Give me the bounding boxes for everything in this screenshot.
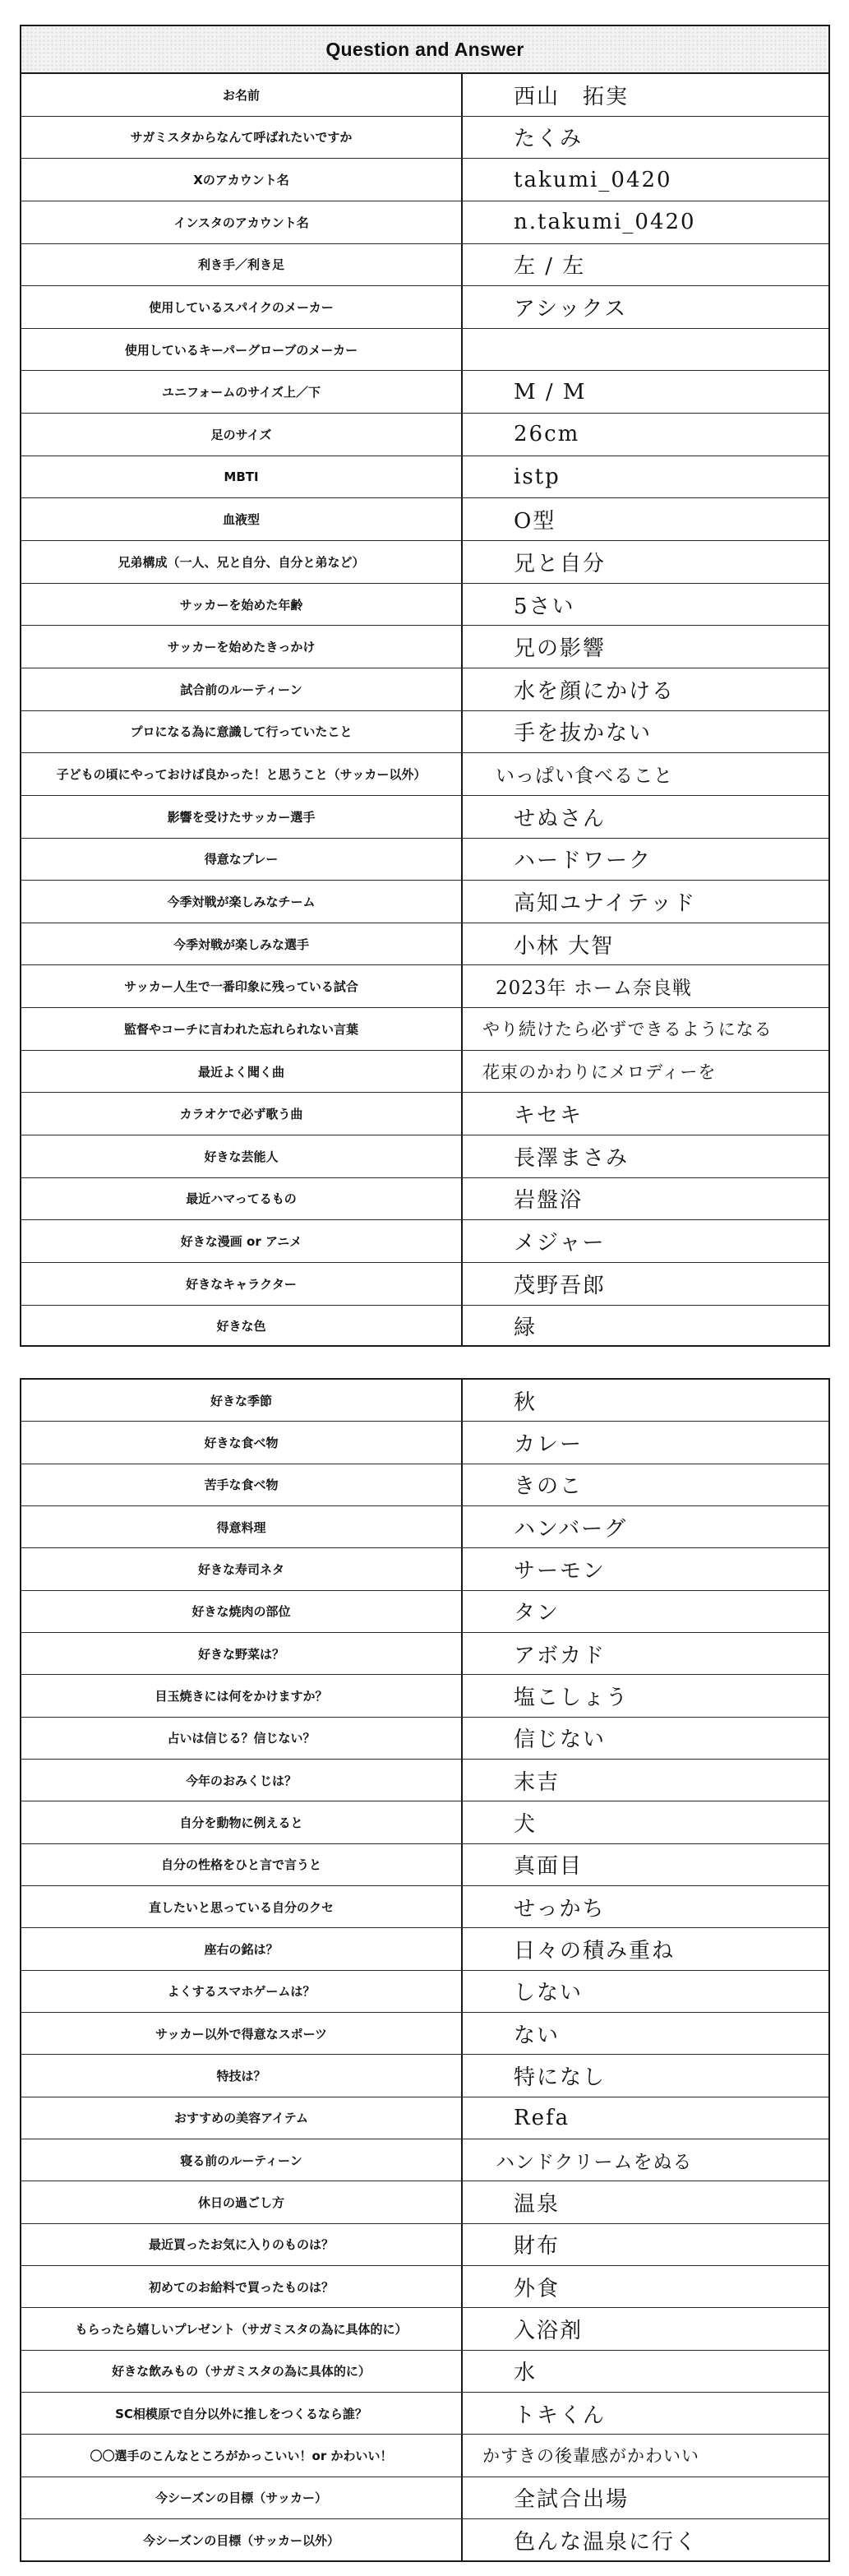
question-cell: よくするスマホゲームは？: [21, 1971, 463, 2012]
qa-row: [21, 2477, 828, 2519]
qa-row: [21, 2393, 828, 2435]
qa-row: [21, 796, 828, 839]
answer-cell: ハンドクリームをぬる: [496, 2151, 693, 2173]
answer-cell: 外食: [514, 2276, 561, 2301]
question-cell: サッカーを始めたきっかけ: [21, 626, 463, 668]
question-cell: 初めてのお給料で買ったものは？: [21, 2266, 463, 2307]
question-cell: 好きな色: [21, 1306, 463, 1348]
answer-cell: 緑: [514, 1316, 538, 1341]
question-cell: 今シーズンの目標（サッカー以外）: [21, 2519, 463, 2560]
qa-row: [21, 2097, 828, 2139]
answer-cell: 塩こしょう: [514, 1685, 630, 1710]
question-cell: もらったら嬉しいプレゼント（サガミスタの為に具体的に）: [21, 2308, 463, 2349]
question-cell: サガミスタからなんて呼ばれたいですか: [21, 117, 463, 159]
answer-cell: O型: [514, 509, 556, 534]
qa-row: [21, 117, 828, 160]
answer-cell: 信じない: [514, 1727, 607, 1753]
qa-row: [21, 881, 828, 923]
answer-cell: 真面目: [514, 1854, 584, 1880]
question-cell: 自分を動物に例えると: [21, 1801, 463, 1843]
qa-row: [21, 626, 828, 668]
title-bar: [21, 26, 828, 74]
answer-cell: 日々の積み重ね: [514, 1938, 676, 1963]
qa-row: [21, 159, 828, 201]
answer-cell: タン: [514, 1601, 561, 1626]
answer-cell: きのこ: [514, 1474, 584, 1500]
answer-cell: n.takumi_0420: [514, 210, 696, 235]
question-cell: 好きな漫画 or アニメ: [21, 1220, 463, 1262]
answer-cell: せっかち: [514, 1896, 606, 1922]
question-cell: 足のサイズ: [21, 414, 463, 456]
question-cell: 使用しているキーパーグローブのメーカー: [21, 329, 463, 371]
questionnaire-sheet-1: [20, 25, 830, 1347]
qa-row: [21, 541, 828, 584]
answer-cell: 入浴剤: [514, 2318, 584, 2343]
answer-cell: 花束のかわりにメロディーを: [482, 1062, 717, 1083]
qa-row: [21, 1886, 828, 1928]
qa-row: [21, 1220, 828, 1263]
question-cell: 好きなキャラクター: [21, 1263, 463, 1305]
qa-row: [21, 371, 828, 414]
qa-row: [21, 2013, 828, 2055]
answer-cell: アボカド: [514, 1643, 607, 1668]
answer-cell: 温泉: [514, 2191, 561, 2217]
answer-cell: Refa: [514, 2105, 570, 2130]
answer-cell: 水: [514, 2361, 538, 2386]
qa-row: [21, 1306, 828, 1348]
answer-cell: 高知ユナイテッド: [514, 890, 697, 916]
question-cell: 監督やコーチに言われた忘れられない言葉: [21, 1008, 463, 1050]
question-cell: 苦手な食べ物: [21, 1464, 463, 1505]
question-cell: サッカーを始めた年齢: [21, 584, 463, 626]
answer-cell: いっぱい食べること: [496, 765, 673, 788]
question-cell: 好きな食べ物: [21, 1422, 463, 1463]
answer-cell: 茂野吾郎: [514, 1273, 607, 1298]
qa-row: [21, 1591, 828, 1633]
qa-row: [21, 244, 828, 287]
question-cell: 〇〇選手のこんなところがかっこいい！or かわいい！: [21, 2435, 463, 2476]
qa-row: [21, 668, 828, 711]
answer-cell: せぬさん: [514, 806, 607, 831]
question-cell: 好きな飲みもの（サガミスタの為に具体的に）: [21, 2351, 463, 2392]
qa-row: [21, 2308, 828, 2350]
answer-cell: 小林 大智: [514, 933, 615, 959]
answer-cell: トキくん: [514, 2403, 607, 2428]
question-cell: 好きな季節: [21, 1380, 463, 1421]
answer-cell: 岩盤浴: [514, 1188, 584, 1214]
question-cell: 影響を受けたサッカー選手: [21, 796, 463, 838]
answer-cell: takumi_0420: [514, 167, 672, 192]
question-cell: 血液型: [21, 498, 463, 540]
question-cell: 好きな寿司ネタ: [21, 1548, 463, 1589]
qa-row: [21, 2055, 828, 2097]
question-cell: 最近買ったお気に入りのものは？: [21, 2224, 463, 2265]
answer-cell: 末吉: [514, 1769, 561, 1795]
qa-row: [21, 1263, 828, 1306]
qa-row: [21, 74, 828, 117]
qa-row: [21, 1760, 828, 1801]
question-cell: サッカー人生で一番印象に残っている試合: [21, 965, 463, 1007]
question-cell: 得意なプレー: [21, 839, 463, 881]
answer-cell: 水を顔にかける: [514, 678, 676, 704]
question-cell: 兄弟構成（一人、兄と自分、自分と弟など）: [21, 541, 463, 583]
question-cell: 得意料理: [21, 1506, 463, 1547]
answer-cell: アシックス: [514, 297, 628, 322]
question-cell: サッカー以外で得意なスポーツ: [21, 2013, 463, 2054]
answer-cell: 兄と自分: [514, 551, 607, 576]
qa-row: [21, 1928, 828, 1970]
answer-cell: カレー: [514, 1431, 584, 1457]
question-cell: 特技は？: [21, 2055, 463, 2096]
answer-cell: 色んな温泉に行く: [514, 2529, 699, 2555]
qa-row: [21, 1464, 828, 1506]
qa-row: [21, 1178, 828, 1221]
question-cell: 子どもの頃にやっておけば良かった！と思うこと（サッカー以外）: [21, 753, 463, 795]
qa-row: [21, 2351, 828, 2393]
question-cell: MBTI: [21, 456, 463, 498]
question-cell: 今年のおみくじは？: [21, 1760, 463, 1801]
qa-row: [21, 1380, 828, 1422]
answer-cell: やり続けたら必ずできるようになる: [482, 1020, 773, 1040]
question-cell: 今シーズンの目標（サッカー）: [21, 2477, 463, 2518]
answer-cell: M / M: [514, 379, 587, 405]
qa-row: [21, 498, 828, 541]
qa-row: [21, 286, 828, 329]
answer-cell: 長澤まさみ: [514, 1145, 630, 1171]
answer-cell: 兄の影響: [514, 636, 607, 662]
question-cell: 好きな野菜は？: [21, 1633, 463, 1674]
question-cell: 試合前のルーティーン: [21, 668, 463, 710]
question-cell: ユニフォームのサイズ上／下: [21, 371, 463, 413]
question-cell: 座右の銘は？: [21, 1928, 463, 1969]
qa-row: [21, 456, 828, 499]
answer-cell: 左 / 左: [514, 254, 586, 280]
question-cell: SC相模原で自分以外に推しをつくるなら誰？: [21, 2393, 463, 2434]
qa-row: [21, 1971, 828, 2013]
question-cell: 休日の過ごし方: [21, 2181, 463, 2222]
question-cell: 好きな焼肉の部位: [21, 1591, 463, 1632]
question-cell: 最近ハマってるもの: [21, 1178, 463, 1220]
question-cell: 目玉焼きには何をかけますか？: [21, 1675, 463, 1716]
question-cell: 利き手／利き足: [21, 244, 463, 286]
question-cell: 今季対戦が楽しみな選手: [21, 923, 463, 965]
answer-cell: サーモン: [514, 1558, 607, 1584]
question-cell: 自分の性格をひと言で言うと: [21, 1844, 463, 1885]
qa-row: [21, 1844, 828, 1886]
qa-row: [21, 753, 828, 796]
qa-table-2: [21, 1380, 828, 2560]
question-cell: 好きな芸能人: [21, 1135, 463, 1177]
answer-cell: 特になし: [514, 2065, 607, 2090]
qa-row: [21, 1718, 828, 1760]
question-cell: インスタのアカウント名: [21, 201, 463, 243]
qa-row: [21, 1506, 828, 1548]
qa-row: [21, 965, 828, 1008]
qa-row: [21, 1633, 828, 1675]
qa-row: [21, 2435, 828, 2477]
qa-row: [21, 2139, 828, 2181]
qa-row: [21, 1008, 828, 1051]
qa-row: [21, 1093, 828, 1135]
question-cell: お名前: [21, 74, 463, 116]
page-title: Question and Answer: [325, 38, 524, 60]
answer-cell: 26cm: [514, 422, 580, 447]
qa-row: [21, 923, 828, 966]
answer-cell: 5さい: [514, 594, 575, 619]
qa-row: [21, 1051, 828, 1094]
answer-cell: ない: [514, 2023, 561, 2048]
qa-row: [21, 839, 828, 881]
answer-cell: 全試合出場: [514, 2487, 630, 2513]
question-cell: 寝る前のルーティーン: [21, 2139, 463, 2181]
answer-cell: 手を抜かない: [514, 721, 653, 747]
qa-row: [21, 584, 828, 627]
qa-row: [21, 2224, 828, 2266]
question-cell: カラオケで必ず歌う曲: [21, 1093, 463, 1135]
answer-cell: 犬: [514, 1811, 538, 1837]
answer-cell: [463, 329, 828, 371]
answer-cell: 2023年 ホーム奈良戦: [496, 978, 692, 1000]
answer-cell: 財布: [514, 2234, 561, 2259]
question-cell: おすすめの美容アイテム: [21, 2097, 463, 2139]
answer-cell: 西山 拓実: [514, 84, 630, 109]
qa-table-1: [21, 74, 828, 1347]
qa-row: [21, 2181, 828, 2223]
qa-row: [21, 2266, 828, 2308]
question-cell: Xのアカウント名: [21, 159, 463, 201]
answer-cell: キセキ: [514, 1103, 584, 1129]
answer-cell: 秋: [514, 1390, 538, 1415]
qa-row: [21, 1801, 828, 1843]
answer-cell: メジャー: [514, 1231, 606, 1256]
qa-row: [21, 1675, 828, 1717]
answer-cell: ハードワーク: [514, 849, 653, 874]
qa-row: [21, 1548, 828, 1590]
answer-cell: かすきの後輩感がかわいい: [482, 2446, 699, 2467]
answer-cell: しない: [514, 1981, 584, 2006]
questionnaire-sheet-2: [20, 1378, 830, 2562]
qa-row: [21, 2519, 828, 2560]
answer-cell: たくみ: [514, 127, 584, 152]
qa-row: [21, 1422, 828, 1464]
qa-row: [21, 711, 828, 754]
qa-row: [21, 201, 828, 244]
qa-row: [21, 1135, 828, 1178]
question-cell: 占いは信じる？信じない？: [21, 1718, 463, 1759]
answer-cell: ハンバーグ: [514, 1516, 628, 1542]
question-cell: 直したいと思っている自分のクセ: [21, 1886, 463, 1927]
question-cell: プロになる為に意識して行っていたこと: [21, 711, 463, 753]
question-cell: 使用しているスパイクのメーカー: [21, 286, 463, 328]
question-cell: 最近よく聞く曲: [21, 1051, 463, 1093]
answer-cell: istp: [514, 465, 561, 490]
qa-row: [21, 329, 828, 372]
question-cell: 今季対戦が楽しみなチーム: [21, 881, 463, 923]
qa-row: [21, 414, 828, 456]
